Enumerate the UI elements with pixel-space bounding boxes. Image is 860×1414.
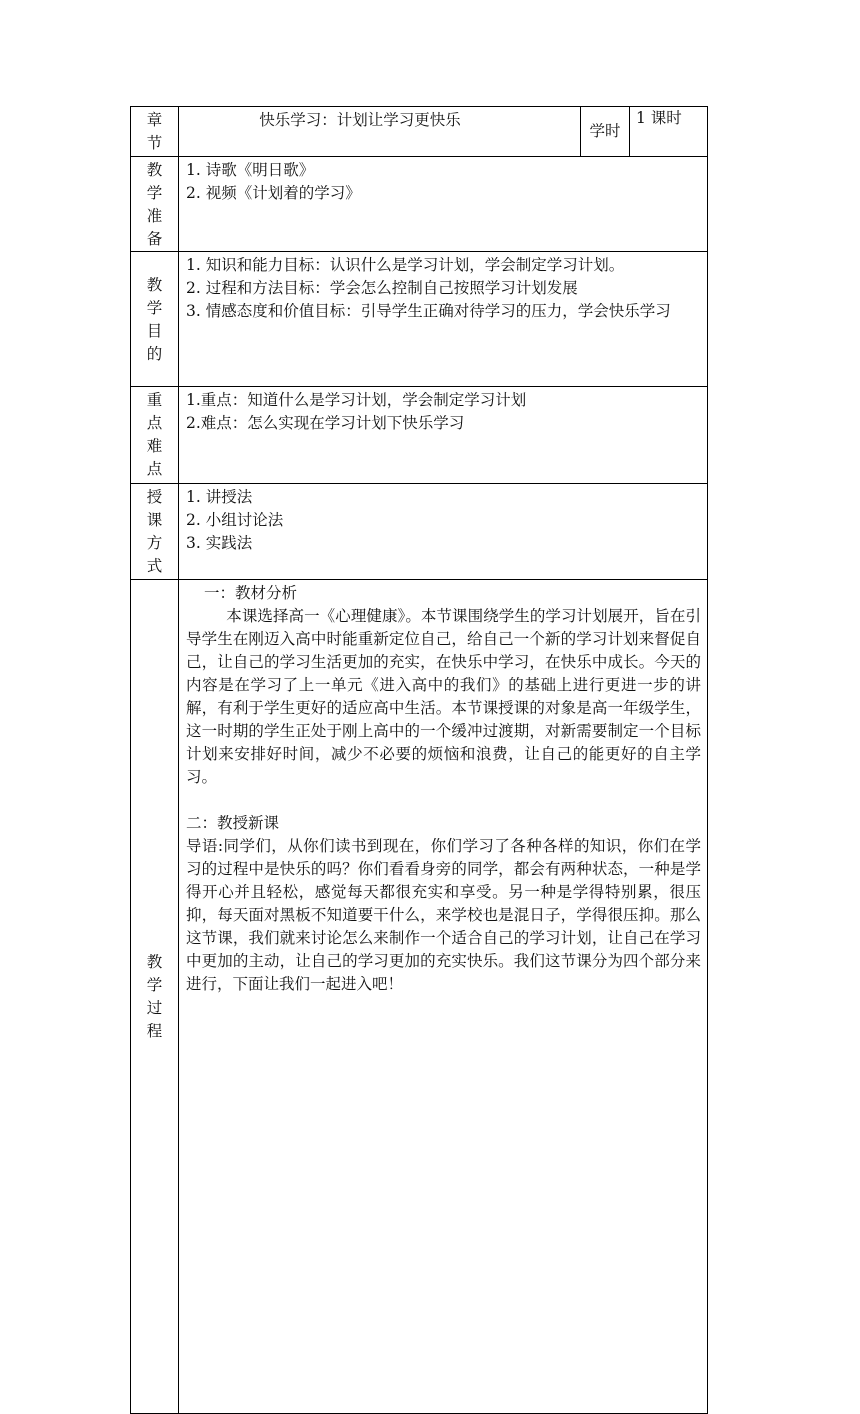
list-item: 2. 过程和方法目标：学会怎么控制自己按照学习计划发展 — [186, 279, 578, 297]
section-paragraph: 本课选择高一《心理健康》。本节课围绕学生的学习计划展开，旨在引导学生在刚迈入高中时能重新定位自己，给自己一个新的学习计划来督促自己，让自己的学习生活更加的充实，在快乐中学习，在快乐中成长。今天的内容是在学习了上一单元《进入高中的我们》的基础上进行更进一步的讲解，有利于学生更好的适应高中生活。本节课授课的对象是高一年级学生，这一时期的学生正处于刚上高中的一个缓冲过渡期，对新需要制定一个目标计划来安排好时间，减少不必要的烦恼和浪费，让自己的能更好的自主学习。 — [186, 607, 701, 786]
list-item: 1. 讲授法 — [186, 488, 253, 506]
section-heading: 一：教材分析 — [204, 584, 298, 602]
list-item: 2. 视频《计划着的学习》 — [186, 184, 361, 202]
teaching-methods-label: 授 课 方 式 — [131, 484, 179, 580]
process-label: 教 学 过 程 — [131, 580, 179, 1414]
process-content — [179, 580, 708, 1414]
hours-label: 学时 — [581, 107, 630, 157]
lesson-plan-table — [130, 106, 708, 1414]
teaching-methods-content — [179, 484, 708, 580]
list-item: 3. 实践法 — [186, 534, 253, 552]
key-points-label: 重 点 难 点 — [131, 387, 179, 484]
hours-value: 1 课时 — [630, 107, 708, 157]
list-item: 1. 诗歌《明日歌》 — [186, 161, 315, 179]
objectives-label: 教 学 目 的 — [131, 252, 179, 387]
chapter-row — [131, 107, 708, 157]
section-heading: 二：教授新课 — [186, 814, 280, 832]
chapter-label: 章 节 — [131, 107, 179, 157]
list-item: 2. 小组讨论法 — [186, 511, 284, 529]
lesson-title: 快乐学习：计划让学习更快乐 — [259, 111, 461, 129]
preparation-content — [179, 157, 708, 252]
objectives-content — [179, 252, 708, 387]
list-item: 1.重点：知道什么是学习计划，学会制定学习计划 — [186, 391, 527, 409]
list-item: 2.难点：怎么实现在学习计划下快乐学习 — [186, 414, 465, 432]
key-points-content — [179, 387, 708, 484]
preparation-label: 教 学 准 备 — [131, 157, 179, 252]
key-points-row — [131, 387, 708, 484]
section-paragraph: 导语:同学们，从你们读书到现在，你们学习了各种各样的知识，你们在学习的过程中是快乐的吗？你们看看身旁的同学，都会有两种状态，一种是学得开心并且轻松，感觉每天都很充实和享受。另一种是学得特别累，很压抑，每天面对黑板不知道要干什么，来学校也是混日子，学得很压抑。那么这节课，我们就来讨论怎么来制作一个适合自己的学习计划，让自己在学习中更加的主动，让自己的学习更加的充实快乐。我们这节课分为四个部分来进行，下面让我们一起进入吧！ — [186, 837, 701, 993]
list-item: 3. 情感态度和价值目标：引导学生正确对待学习的压力，学会快乐学习 — [186, 302, 671, 320]
list-item: 1. 知识和能力目标：认识什么是学习计划，学会制定学习计划。 — [186, 256, 625, 274]
lesson-title-cell — [179, 107, 581, 157]
process-row — [131, 580, 708, 1414]
preparation-row — [131, 157, 708, 252]
teaching-methods-row — [131, 484, 708, 580]
objectives-row — [131, 252, 708, 387]
